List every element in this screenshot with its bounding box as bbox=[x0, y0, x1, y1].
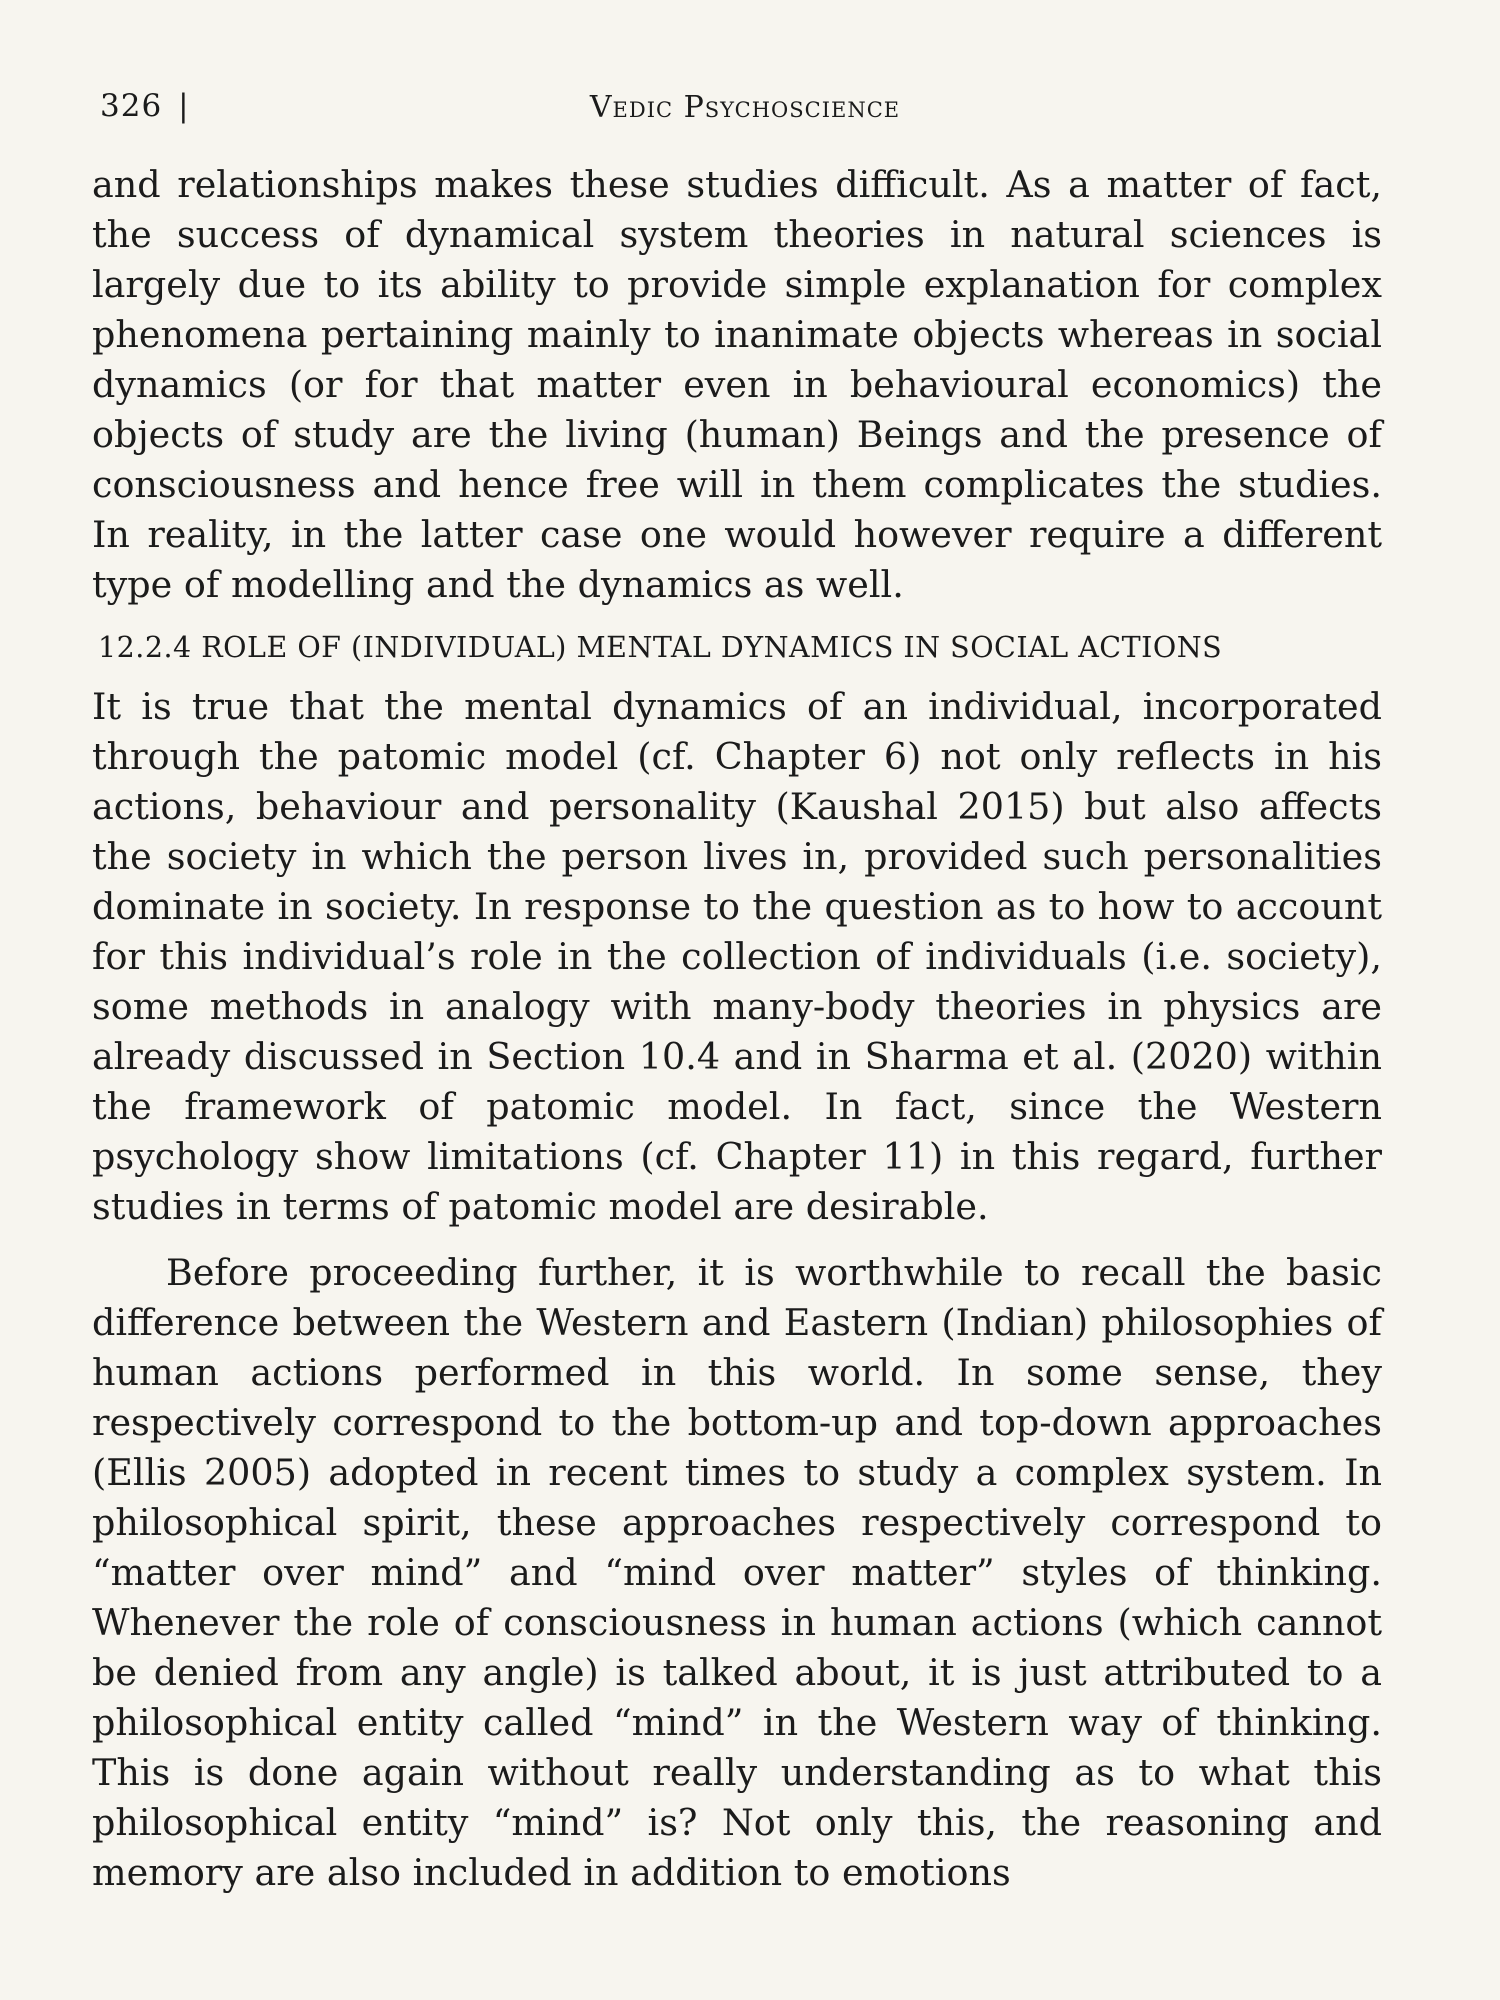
paragraph-section-intro: It is true that the mental dynamics of an individual, incorporated through the patomic model (cf. Chapter 6) not only reflects in his actions, behaviour and personality (Kaushal 2015) but also affects the society in which the person lives in, provided such personalities dominate in society. In response to the question as to how to account for this individual’s role in the collection of individuals (i.e. society), some methods in analogy with many-body theories in physics are already discussed in Section 10.4 and in Sharma et al. (2020) within the framework of patomic model. In fact, since the Western psychology show limitations (cf. Chapter 11) in this regard, further studies in terms of patomic model are desirable. bbox=[92, 685, 1382, 1228]
header-divider: | bbox=[178, 88, 190, 124]
section-heading: 12.2.4 ROLE OF (INDIVIDUAL) MENTAL DYNAMICS IN SOCIAL ACTIONS bbox=[98, 631, 1223, 664]
page-header bbox=[100, 88, 1390, 132]
page-number: 326 bbox=[100, 88, 163, 124]
running-title: Vedic Psychoscience bbox=[589, 90, 901, 125]
paragraph-gap bbox=[92, 1232, 1382, 1248]
body-text bbox=[92, 160, 1382, 1898]
paragraph-indented: Before proceeding further, it is worthwhile to recall the basic difference between the Western and Eastern (Indian) philosophies of human actions performed in this world. In some sense, they respectively correspond to the bottom-up and top-down approaches (Ellis 2005) adopted in recent times to study a complex system. In philosophical spirit, these approaches respectively correspond to “matter over mind” and “mind over matter” styles of thinking. Whenever the role of consciousness in human actions (which cannot be denied from any angle) is talked about, it is just attributed to a philosophical entity called “mind” in the Western way of thinking. This is done again without really understanding as to what this philosophical entity “mind” is? Not only this, the reasoning and memory are also included in addition to emotions bbox=[92, 1251, 1382, 1894]
paragraph-continued: and relationships makes these studies difficult. As a matter of fact, the success of dynamical system theories in natural sciences is largely due to its ability to provide simple explanation for complex phenomena pertaining mainly to inanimate objects whereas in social dynamics (or for that matter even in behavioural economics) the objects of study are the living (human) Beings and the presence of consciousness and hence free will in them complicates the studies. In reality, in the latter case one would however require a different type of modelling and the dynamics as well. bbox=[92, 163, 1382, 606]
